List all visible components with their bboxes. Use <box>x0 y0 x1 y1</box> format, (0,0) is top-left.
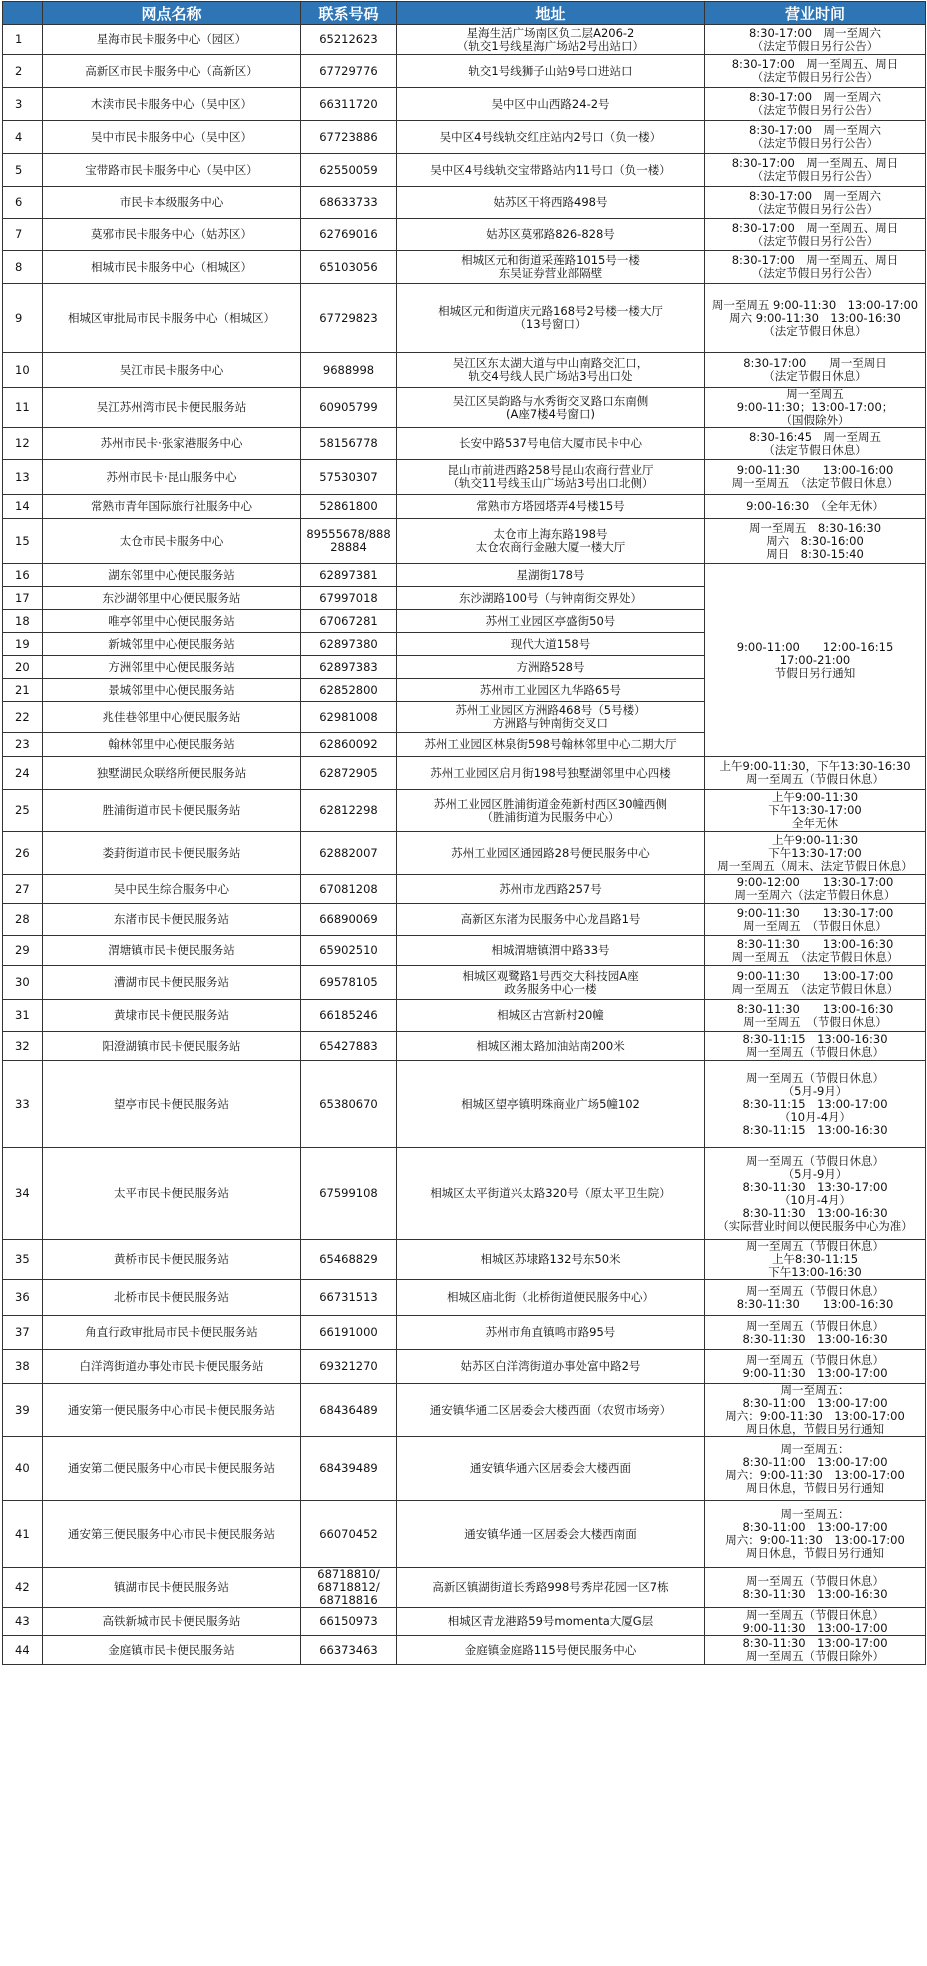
service-point-name: 渭塘镇市民卡便民服务站 <box>43 936 301 966</box>
address: 相城区望亭镇明珠商业广场5幢102 <box>397 1061 705 1148</box>
service-point-name: 角直行政审批局市民卡便民服务站 <box>43 1316 301 1350</box>
contact-phone: 68439489 <box>301 1437 397 1501</box>
business-hours: 周一至周五： 8:30-11:00 13:00-17:00 周六：9:00-11:30 13:00-17:00 周日休息，节假日另行通知 <box>705 1384 926 1437</box>
contact-phone: 66191000 <box>301 1316 397 1350</box>
business-hours: 8:30-17:00 周一至周五、周日 （法定节假日另行公告） <box>705 154 926 187</box>
table-row <box>3 1280 926 1316</box>
service-point-name: 苏州市民卡·张家港服务中心 <box>43 428 301 460</box>
row-number: 13 <box>3 460 43 495</box>
contact-phone: 62897383 <box>301 656 397 679</box>
row-number: 15 <box>3 519 43 564</box>
contact-phone: 68718810/ 68718812/ 68718816 <box>301 1568 397 1608</box>
table-body <box>3 25 926 1665</box>
table-row <box>3 251 926 284</box>
service-point-name: 金庭镇市民卡便民服务站 <box>43 1636 301 1665</box>
contact-phone: 67729776 <box>301 55 397 88</box>
address: 吴中区中山西路24-2号 <box>397 88 705 121</box>
address: 苏州工业园区亭盛街50号 <box>397 610 705 633</box>
table-header-row <box>3 2 926 25</box>
service-point-name: 镇湖市民卡便民服务站 <box>43 1568 301 1608</box>
address: 相城区太平街道兴太路320号（原太平卫生院） <box>397 1148 705 1240</box>
contact-phone: 62981008 <box>301 702 397 733</box>
service-point-name: 市民卡本级服务中心 <box>43 187 301 219</box>
contact-phone: 69321270 <box>301 1350 397 1384</box>
address: 现代大道158号 <box>397 633 705 656</box>
contact-phone: 66373463 <box>301 1636 397 1665</box>
business-hours: 上午9:00-11:30 下午13:30-17:00 全年无休 <box>705 790 926 832</box>
header-hours: 营业时间 <box>705 2 926 25</box>
service-point-name: 通安第三便民服务中心市民卡便民服务站 <box>43 1501 301 1568</box>
row-number: 5 <box>3 154 43 187</box>
service-point-name: 苏州市民卡·昆山服务中心 <box>43 460 301 495</box>
table-row <box>3 1568 926 1608</box>
contact-phone: 66311720 <box>301 88 397 121</box>
address: 苏州市角直镇鸣市路95号 <box>397 1316 705 1350</box>
address: 通安镇华通二区居委会大楼西面（农贸市场旁） <box>397 1384 705 1437</box>
service-point-name: 翰林邻里中心便民服务站 <box>43 733 301 757</box>
row-number: 12 <box>3 428 43 460</box>
contact-phone: 68436489 <box>301 1384 397 1437</box>
contact-phone: 62860092 <box>301 733 397 757</box>
row-number: 42 <box>3 1568 43 1608</box>
contact-phone: 9688998 <box>301 353 397 388</box>
contact-phone: 60905799 <box>301 388 397 428</box>
business-hours: 8:30-17:00 周一至周五、周日 （法定节假日另行公告） <box>705 219 926 251</box>
table-row <box>3 1000 926 1032</box>
table-row <box>3 55 926 88</box>
address: 苏州工业园区启月街198号独墅湖邻里中心四楼 <box>397 757 705 790</box>
address: 苏州市工业园区九华路65号 <box>397 679 705 702</box>
table-row <box>3 353 926 388</box>
address: 相城区青龙港路59号momenta大厦G层 <box>397 1608 705 1636</box>
contact-phone: 68633733 <box>301 187 397 219</box>
address: 相城区湘太路加油站南200米 <box>397 1032 705 1061</box>
contact-phone: 67599108 <box>301 1148 397 1240</box>
business-hours: 周一至周五： 8:30-11:00 13:00-17:00 周六：9:00-11:30 13:00-17:00 周日休息，节假日另行通知 <box>705 1501 926 1568</box>
row-number: 37 <box>3 1316 43 1350</box>
service-point-name: 望亭市民卡便民服务站 <box>43 1061 301 1148</box>
business-hours: 8:30-11:15 13:00-16:30 周一至周五（节假日休息） <box>705 1032 926 1061</box>
header-address: 地址 <box>397 2 705 25</box>
address: 常熟市方塔园塔弄4号楼15号 <box>397 495 705 519</box>
address: 相城区观鹭路1号西交大科技园A座 政务服务中心一楼 <box>397 966 705 1000</box>
service-point-name: 太仓市民卡服务中心 <box>43 519 301 564</box>
address: 苏州工业园区林泉街598号翰林邻里中心二期大厅 <box>397 733 705 757</box>
table-row <box>3 519 926 564</box>
address: 通安镇华通一区居委会大楼西南面 <box>397 1501 705 1568</box>
address: 太仓市上海东路198号 太仓农商行金融大厦一楼大厅 <box>397 519 705 564</box>
service-point-name: 新城邻里中心便民服务站 <box>43 633 301 656</box>
business-hours: 9:00-11:00 12:00-16:15 17:00-21:00 节假日另行通知 <box>705 564 926 757</box>
business-hours: 8:30-17:00 周一至周五、周日 （法定节假日另行公告） <box>705 55 926 88</box>
contact-phone: 66070452 <box>301 1501 397 1568</box>
row-number: 18 <box>3 610 43 633</box>
address: 吴江区东太湖大道与中山南路交汇口， 轨交4号线人民广场站3号出口处 <box>397 353 705 388</box>
business-hours: 8:30-11:30 13:00-17:00 周一至周五（节假日除外） <box>705 1636 926 1665</box>
address: 高新区东渚为民服务中心龙昌路1号 <box>397 904 705 936</box>
service-point-name: 木渎市民卡服务中心（吴中区） <box>43 88 301 121</box>
contact-phone: 62550059 <box>301 154 397 187</box>
service-points-table <box>2 1 926 1665</box>
business-hours: 周一至周五（节假日休息） （5月-9月） 8:30-11:15 13:00-17:00 （10月-4月） 8:30-11:15 13:00-16:30 <box>705 1061 926 1148</box>
business-hours: 9:00-12:00 13:30-17:00 周一至周六（法定节假日休息） <box>705 875 926 904</box>
row-number: 28 <box>3 904 43 936</box>
service-point-name: 娄葑街道市民卡便民服务站 <box>43 832 301 875</box>
table-row <box>3 1350 926 1384</box>
contact-phone: 67723886 <box>301 121 397 154</box>
business-hours: 周一至周五（节假日休息） 8:30-11:30 13:00-16:30 <box>705 1280 926 1316</box>
row-number: 34 <box>3 1148 43 1240</box>
address: 相城区古宫新村20幢 <box>397 1000 705 1032</box>
address: 星海生活广场南区负二层A206-2 （轨交1号线星海广场站2号出站口） <box>397 25 705 55</box>
address: 相城区苏埭路132号东50米 <box>397 1240 705 1280</box>
address: 相城区元和街道采莲路1015号一楼 东吴证券营业部隔壁 <box>397 251 705 284</box>
contact-phone: 62769016 <box>301 219 397 251</box>
contact-phone: 62882007 <box>301 832 397 875</box>
business-hours: 8:30-11:30 13:00-16:30 周一至周五 （法定节假日休息） <box>705 936 926 966</box>
service-point-name: 相城区审批局市民卡服务中心（相城区） <box>43 284 301 353</box>
service-point-name: 景城邻里中心便民服务站 <box>43 679 301 702</box>
row-number: 31 <box>3 1000 43 1032</box>
service-point-name: 吴江苏州湾市民卡便民服务站 <box>43 388 301 428</box>
row-number: 32 <box>3 1032 43 1061</box>
address: 金庭镇金庭路115号便民服务中心 <box>397 1636 705 1665</box>
row-number: 41 <box>3 1501 43 1568</box>
table-row <box>3 757 926 790</box>
business-hours: 9:00-16:30 （全年无休） <box>705 495 926 519</box>
row-number: 27 <box>3 875 43 904</box>
service-point-name: 漕湖市民卡便民服务站 <box>43 966 301 1000</box>
service-point-name: 吴中民生综合服务中心 <box>43 875 301 904</box>
business-hours: 9:00-11:30 13:30-17:00 周一至周五 （节假日休息） <box>705 904 926 936</box>
business-hours: 周一至周五（节假日休息） 8:30-11:30 13:00-16:30 <box>705 1568 926 1608</box>
table-row <box>3 121 926 154</box>
address: 苏州工业园区方洲路468号（5号楼） 方洲路与钟南街交叉口 <box>397 702 705 733</box>
table-row <box>3 154 926 187</box>
row-number: 29 <box>3 936 43 966</box>
business-hours: 周一至周五 9:00-11:30；13:00-17:00； （国假除外） <box>705 388 926 428</box>
table-row <box>3 1061 926 1148</box>
table-row <box>3 88 926 121</box>
business-hours: 9:00-11:30 13:00-17:00 周一至周五 （法定节假日休息） <box>705 966 926 1000</box>
row-number: 30 <box>3 966 43 1000</box>
business-hours: 8:30-17:00 周一至周六 （法定节假日另行公告） <box>705 88 926 121</box>
row-number: 33 <box>3 1061 43 1148</box>
row-number: 2 <box>3 55 43 88</box>
table-row <box>3 284 926 353</box>
table-row <box>3 187 926 219</box>
address: 姑苏区白洋湾街道办事处富中路2号 <box>397 1350 705 1384</box>
service-point-name: 相城市民卡服务中心（相城区） <box>43 251 301 284</box>
row-number: 22 <box>3 702 43 733</box>
address: 相城区庙北街（北桥街道便民服务中心） <box>397 1280 705 1316</box>
table-row <box>3 790 926 832</box>
service-point-name: 吴中市民卡服务中心（吴中区） <box>43 121 301 154</box>
service-point-name: 高铁新城市民卡便民服务站 <box>43 1608 301 1636</box>
service-point-name: 北桥市民卡便民服务站 <box>43 1280 301 1316</box>
table-row <box>3 1240 926 1280</box>
business-hours: 8:30-17:00 周一至周六 （法定节假日另行公告） <box>705 121 926 154</box>
row-number: 3 <box>3 88 43 121</box>
contact-phone: 67729823 <box>301 284 397 353</box>
row-number: 11 <box>3 388 43 428</box>
row-number: 4 <box>3 121 43 154</box>
address: 相城区元和街道庆元路168号2号楼一楼大厅 （13号窗口） <box>397 284 705 353</box>
address: 长安中路537号电信大厦市民卡中心 <box>397 428 705 460</box>
row-number: 10 <box>3 353 43 388</box>
contact-phone: 62897381 <box>301 564 397 587</box>
service-point-name: 黄埭市民卡便民服务站 <box>43 1000 301 1032</box>
service-point-name: 常熟市青年国际旅行社服务中心 <box>43 495 301 519</box>
business-hours: 周一至周五： 8:30-11:00 13:00-17:00 周六：9:00-11:30 13:00-17:00 周日休息，节假日另行通知 <box>705 1437 926 1501</box>
contact-phone: 67067281 <box>301 610 397 633</box>
table-row <box>3 495 926 519</box>
row-number: 16 <box>3 564 43 587</box>
business-hours: 上午9:00-11:30，下午13:30-16:30 周一至周五（节假日休息） <box>705 757 926 790</box>
service-point-name: 通安第一便民服务中心市民卡便民服务站 <box>43 1384 301 1437</box>
row-number: 39 <box>3 1384 43 1437</box>
service-point-name: 湖东邻里中心便民服务站 <box>43 564 301 587</box>
service-point-name: 阳澄湖镇市民卡便民服务站 <box>43 1032 301 1061</box>
contact-phone: 62812298 <box>301 790 397 832</box>
address: 苏州工业园区胜浦街道金苑新村西区30幢西侧 （胜浦街道为民服务中心） <box>397 790 705 832</box>
row-number: 14 <box>3 495 43 519</box>
row-number: 17 <box>3 587 43 610</box>
service-point-name: 东沙湖邻里中心便民服务站 <box>43 587 301 610</box>
business-hours: 8:30-17:00 周一至周六 （法定节假日另行公告） <box>705 25 926 55</box>
contact-phone: 58156778 <box>301 428 397 460</box>
header-phone: 联系号码 <box>301 2 397 25</box>
business-hours: 周一至周五（节假日休息） （5月-9月） 8:30-11:30 13:30-17:00 （10月-4月） 8:30-11:30 13:00-16:30 （实际营业时间以便民服务中心为准） <box>705 1148 926 1240</box>
row-number: 8 <box>3 251 43 284</box>
table-row <box>3 460 926 495</box>
contact-phone: 65212623 <box>301 25 397 55</box>
table-row <box>3 1316 926 1350</box>
row-number: 44 <box>3 1636 43 1665</box>
address: 姑苏区莫邪路826-828号 <box>397 219 705 251</box>
contact-phone: 67081208 <box>301 875 397 904</box>
contact-phone: 57530307 <box>301 460 397 495</box>
contact-phone: 62897380 <box>301 633 397 656</box>
table-row <box>3 875 926 904</box>
service-point-name: 太平市民卡便民服务站 <box>43 1148 301 1240</box>
row-number: 7 <box>3 219 43 251</box>
business-hours: 周一至周五（节假日休息） 9:00-11:30 13:00-17:00 <box>705 1350 926 1384</box>
address: 东沙湖路100号（与钟南街交界处） <box>397 587 705 610</box>
contact-phone: 65103056 <box>301 251 397 284</box>
contact-phone: 65902510 <box>301 936 397 966</box>
row-number: 19 <box>3 633 43 656</box>
contact-phone: 69578105 <box>301 966 397 1000</box>
table-row <box>3 832 926 875</box>
business-hours: 周一至周五 8:30-16:30 周六 8:30-16:00 周日 8:30-15:40 <box>705 519 926 564</box>
business-hours: 8:30-11:30 13:00-16:30 周一至周五 （节假日休息） <box>705 1000 926 1032</box>
service-point-name: 兆佳巷邻里中心便民服务站 <box>43 702 301 733</box>
contact-phone: 65427883 <box>301 1032 397 1061</box>
row-number: 6 <box>3 187 43 219</box>
contact-phone: 65468829 <box>301 1240 397 1280</box>
table-row <box>3 219 926 251</box>
row-number: 23 <box>3 733 43 757</box>
service-point-name: 方洲邻里中心便民服务站 <box>43 656 301 679</box>
contact-phone: 66731513 <box>301 1280 397 1316</box>
table-row <box>3 1501 926 1568</box>
row-number: 43 <box>3 1608 43 1636</box>
service-point-name: 唯亭邻里中心便民服务站 <box>43 610 301 633</box>
contact-phone: 67997018 <box>301 587 397 610</box>
table-row <box>3 564 926 587</box>
business-hours: 周一至周五 9:00-11:30 13:00-17:00 周六 9:00-11:30 13:00-16:30 （法定节假日休息） <box>705 284 926 353</box>
row-number: 24 <box>3 757 43 790</box>
table-row <box>3 936 926 966</box>
header-name: 网点名称 <box>43 2 301 25</box>
row-number: 20 <box>3 656 43 679</box>
row-number: 40 <box>3 1437 43 1501</box>
service-point-name: 莫邪市民卡服务中心（姑苏区） <box>43 219 301 251</box>
service-point-name: 独墅湖民众联络所便民服务站 <box>43 757 301 790</box>
business-hours: 8:30-16:45 周一至周五 （法定节假日休息） <box>705 428 926 460</box>
table-row <box>3 904 926 936</box>
service-point-name: 通安第二便民服务中心市民卡便民服务站 <box>43 1437 301 1501</box>
service-point-name: 东渚市民卡便民服务站 <box>43 904 301 936</box>
table-row <box>3 1032 926 1061</box>
contact-phone: 66185246 <box>301 1000 397 1032</box>
contact-phone: 62852800 <box>301 679 397 702</box>
service-point-name: 白洋湾街道办事处市民卡便民服务站 <box>43 1350 301 1384</box>
contact-phone: 66150973 <box>301 1608 397 1636</box>
row-number: 36 <box>3 1280 43 1316</box>
business-hours: 周一至周五（节假日休息） 上午8:30-11:15 下午13:00-16:30 <box>705 1240 926 1280</box>
table-row <box>3 1148 926 1240</box>
service-point-name: 黄桥市民卡便民服务站 <box>43 1240 301 1280</box>
table-row <box>3 1608 926 1636</box>
table-row <box>3 1384 926 1437</box>
address: 苏州工业园区通园路28号便民服务中心 <box>397 832 705 875</box>
service-point-name: 宝带路市民卡服务中心（吴中区） <box>43 154 301 187</box>
header-no <box>3 2 43 25</box>
business-hours: 周一至周五（节假日休息） 8:30-11:30 13:00-16:30 <box>705 1316 926 1350</box>
service-point-name: 星海市民卡服务中心（园区） <box>43 25 301 55</box>
row-number: 38 <box>3 1350 43 1384</box>
row-number: 1 <box>3 25 43 55</box>
address: 吴中区4号线轨交宝带路站内11号口（负一楼） <box>397 154 705 187</box>
contact-phone: 65380670 <box>301 1061 397 1148</box>
address: 昆山市前进西路258号昆山农商行营业厅 （轨交11号线玉山广场站3号出口北侧） <box>397 460 705 495</box>
table-row <box>3 25 926 55</box>
row-number: 26 <box>3 832 43 875</box>
table-row <box>3 966 926 1000</box>
service-point-name: 高新区市民卡服务中心（高新区） <box>43 55 301 88</box>
row-number: 9 <box>3 284 43 353</box>
service-point-name: 吴江市民卡服务中心 <box>43 353 301 388</box>
table-row <box>3 1437 926 1501</box>
address: 高新区镇湖街道长秀路998号秀岸花园一区7栋 <box>397 1568 705 1608</box>
address: 方洲路528号 <box>397 656 705 679</box>
service-point-name: 胜浦街道市民卡便民服务站 <box>43 790 301 832</box>
address: 星湖街178号 <box>397 564 705 587</box>
business-hours: 周一至周五（节假日休息） 9:00-11:30 13:00-17:00 <box>705 1608 926 1636</box>
row-number: 25 <box>3 790 43 832</box>
row-number: 35 <box>3 1240 43 1280</box>
business-hours: 上午9:00-11:30 下午13:30-17:00 周一至周五（周末、法定节假日休息） <box>705 832 926 875</box>
address: 吴江区吴韵路与水秀街交叉路口东南侧 (A座7楼4号窗口) <box>397 388 705 428</box>
table-row <box>3 388 926 428</box>
address: 姑苏区干将西路498号 <box>397 187 705 219</box>
address: 相城渭塘镇渭中路33号 <box>397 936 705 966</box>
contact-phone: 89555678/888 28884 <box>301 519 397 564</box>
address: 吴中区4号线轨交红庄站内2号口（负一楼） <box>397 121 705 154</box>
business-hours: 9:00-11:30 13:00-16:00 周一至周五 （法定节假日休息） <box>705 460 926 495</box>
table-row <box>3 1636 926 1665</box>
address: 轨交1号线狮子山站9号口进站口 <box>397 55 705 88</box>
address: 通安镇华通六区居委会大楼西面 <box>397 1437 705 1501</box>
contact-phone: 66890069 <box>301 904 397 936</box>
address: 苏州市龙西路257号 <box>397 875 705 904</box>
row-number: 21 <box>3 679 43 702</box>
business-hours: 8:30-17:00 周一至周五、周日 （法定节假日另行公告） <box>705 251 926 284</box>
contact-phone: 62872905 <box>301 757 397 790</box>
business-hours: 8:30-17:00 周一至周六 （法定节假日另行公告） <box>705 187 926 219</box>
table-row <box>3 428 926 460</box>
business-hours: 8:30-17:00 周一至周日 （法定节假日休息） <box>705 353 926 388</box>
contact-phone: 52861800 <box>301 495 397 519</box>
